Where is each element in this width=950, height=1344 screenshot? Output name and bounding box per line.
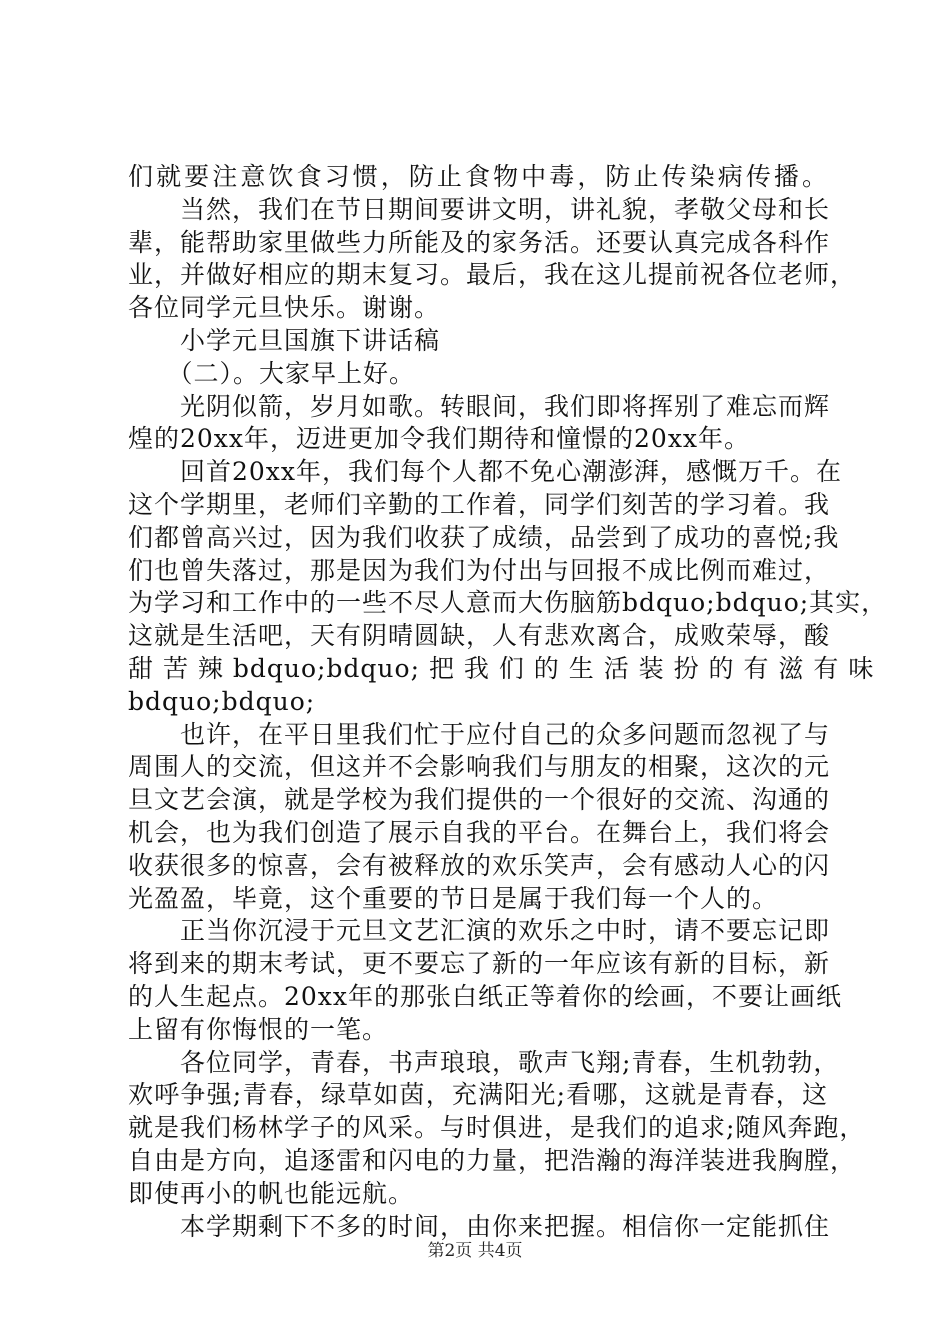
text-line: 各位同学元旦快乐。谢谢。 — [128, 293, 441, 323]
text-line: 收获很多的惊喜，会有被释放的欢乐笑声，会有感动人心的闪 — [128, 850, 831, 880]
text-line: 光阴似箭，岁月如歌。转眼间，我们即将挥别了难忘而辉 — [128, 391, 831, 421]
text-line: 辈，能帮助家里做些力所能及的家务活。还要认真完成各科作 — [128, 227, 831, 257]
text-line: 这个学期里，老师们辛勤的工作着，同学们刻苦的学习着。我 — [128, 490, 831, 519]
text-line: 将到来的期末考试，更不要忘了新的一年应该有新的目标，新 — [128, 949, 831, 979]
text-line: 煌的20xx年，迈进更加令我们期待和憧憬的20xx年。 — [128, 424, 751, 454]
text-line: 欢呼争强;青春，绿草如茵，充满阳光;看哪，这就是青春，这 — [128, 1080, 828, 1110]
text-line: 自由是方向，追逐雷和闪电的力量，把浩瀚的海洋装进我胸膛， — [128, 1146, 857, 1175]
text-line: 就是我们杨林学子的风采。与时俱进，是我们的追求;随风奔跑， — [128, 1113, 866, 1143]
text-line: 当然，我们在节日期间要讲文明，讲礼貌，孝敬父母和长 — [128, 194, 831, 224]
text-line: 机会，也为我们创造了展示自我的平台。在舞台上，我们将会 — [128, 818, 831, 847]
text-line: 的人生起点。20xx年的那张白纸正等着你的绘画，不要让画纸 — [128, 982, 843, 1011]
text-line: 业，并做好相应的期末复习。最后，我在这儿提前祝各位老师， — [128, 260, 857, 290]
text-line: 甜 苦 辣 bdquo;bdquo; 把 我 们 的 生 活 装 扮 的 有 滋 有 味 — [128, 654, 875, 683]
page-number-footer: 第2页 共4页 — [427, 1241, 523, 1261]
text-line: 正当你沉浸于元旦文艺汇演的欢乐之中时，请不要忘记即 — [128, 916, 831, 946]
text-line: 回首20xx年，我们每个人都不免心潮澎湃，感慨万千。在 — [128, 457, 843, 487]
text-line: 们就要注意饮食习惯，防止食物中毒，防止传染病传播。 — [128, 162, 828, 191]
text-line: 各位同学，青春，书声琅琅，歌声飞翔;青春，生机勃勃， — [128, 1047, 840, 1077]
text-line: 为学习和工作中的一些不尽人意而大伤脑筋bdquo;bdquo;其实， — [128, 588, 888, 618]
text-line: 上留有你悔恨的一笔。 — [128, 1014, 389, 1044]
text-line: 周围人的交流，但这并不会影响我们与朋友的相聚，这次的元 — [128, 752, 831, 782]
text-line: 们都曾高兴过，因为我们收获了成绩，品尝到了成功的喜悦;我 — [128, 522, 840, 552]
text-line: 这就是生活吧，天有阴晴圆缺，人有悲欢离合，成败荣辱，酸 — [128, 621, 831, 651]
text-line: （二）。大家早上好。 — [128, 358, 416, 388]
text-line: 旦文艺会演，就是学校为我们提供的一个很好的交流、沟通的 — [128, 785, 831, 815]
text-line: 光盈盈，毕竟，这个重要的节日是属于我们每一个人的。 — [128, 883, 779, 913]
text-line: bdquo;bdquo; — [128, 686, 316, 716]
text-line: 也许，在平日里我们忙于应付自己的众多问题而忽视了与 — [128, 719, 831, 749]
text-line: 们也曾失落过，那是因为我们为付出与回报不成比例而难过， — [128, 555, 831, 585]
section-title: 小学元旦国旗下讲话稿 — [128, 326, 441, 355]
text-line: 本学期剩下不多的时间，由你来把握。相信你一定能抓住 — [128, 1211, 831, 1241]
text-line: 即使再小的帆也能远航。 — [128, 1178, 415, 1208]
